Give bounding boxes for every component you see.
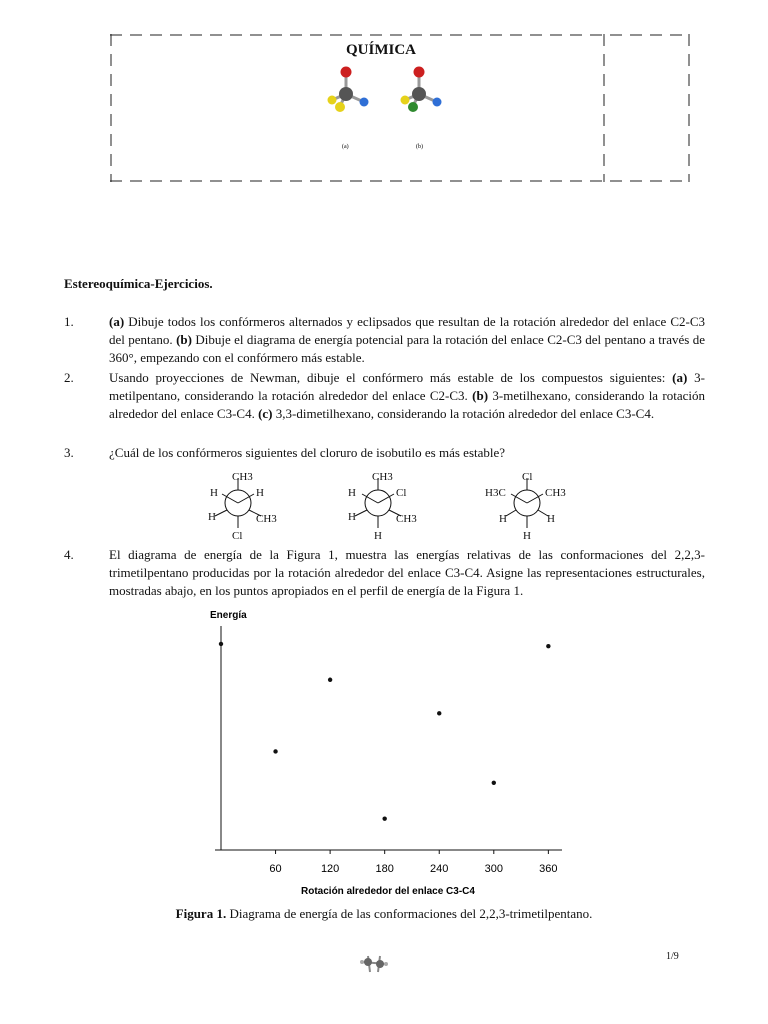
newman-3-upper-left: H3C — [485, 487, 506, 499]
newman-2-upper-left: H — [348, 487, 356, 499]
exercise-2 — [64, 369, 705, 423]
energy-chart-svg — [200, 604, 570, 904]
molecule-b — [401, 67, 442, 151]
caption-text: Diagrama de energía de las conformaciones del 2,2,3-trimetilpentano. — [226, 906, 593, 921]
exercise-text: ¿Cuál de los confórmeros siguientes del cloruro de isobutilo es más estable? — [109, 445, 506, 460]
molecule-label-b: (b) — [416, 144, 423, 150]
newman-3-top: Cl — [522, 471, 533, 483]
newman-1-upper-right: H — [256, 487, 264, 499]
newman-3-bottom: H — [523, 530, 531, 542]
data-point — [492, 781, 496, 785]
newman-1-bottom: Cl — [232, 530, 243, 542]
newman-2-upper-right: Cl — [396, 487, 407, 499]
footer-molecule-icon — [356, 952, 392, 976]
exercise-text: (a) Dibuje todos los confórmeros alternados y eclipsados que resultan de la rotación alrededor del enlace C2-C3 del pentano. (b) Dibuje el diagrama de energía potencial para la rotación del enlace C2-C3 del pentano a través de 360°, empezando con el confórmero más estable. — [109, 314, 705, 365]
page-number: 1/9 — [666, 951, 679, 962]
newman-1-lower-right: CH3 — [256, 513, 277, 525]
x-tick-label: 120 — [320, 863, 340, 875]
exercise-text: Usando proyecciones de Newman, dibuje el confórmero más estable de los compuestos siguientes: (a) 3-metilpentano, considerando la rotación alrededor del enlace C2-C3. (b) 3-metilhexano, considerando la rotación alrededor del enlace C3-C4. (c) 3,3-dimetilhexano, considerando la rotación alrededor del enlace C3-C4. — [109, 370, 706, 421]
header-title: QUÍMICA — [346, 42, 416, 58]
data-point — [546, 644, 550, 648]
x-tick-label: 180 — [375, 863, 394, 875]
newman-2-top: CH3 — [372, 471, 393, 483]
exercise-3 — [64, 444, 705, 462]
molecule-label-a: (a) — [342, 144, 349, 150]
chart-ylabel: Energía — [210, 610, 247, 621]
newman-3-upper-right: CH3 — [545, 487, 566, 499]
caption-label: Figura 1. — [175, 906, 227, 921]
newman-projection-3 — [485, 470, 575, 542]
exercise-number: 3. — [64, 445, 74, 460]
newman-2-lower-left: H — [348, 511, 356, 523]
data-point — [437, 711, 441, 715]
figure-caption — [0, 906, 768, 922]
header-box — [110, 34, 690, 182]
chart-xlabel: Rotación alrededor del enlace C3-C4 — [301, 886, 475, 897]
exercise-number: 1. — [64, 314, 74, 329]
exercise-number: 2. — [64, 370, 74, 385]
section-heading: Estereoquímica-Ejercicios. — [64, 276, 213, 291]
exercise-4 — [64, 546, 705, 600]
newman-projection-1 — [200, 470, 290, 542]
x-tick-label: 240 — [430, 863, 449, 875]
data-point — [382, 816, 386, 820]
exercise-1 — [64, 313, 705, 367]
molecule-models-image — [324, 64, 464, 154]
energy-chart — [200, 604, 570, 904]
exercise-text: El diagrama de energía de la Figura 1, muestra las energías relativas de las conformaciones del 2,2,3-trimetilpentano producidas por la rotación alrededor del enlace C3-C4. Asigne las representaciones estructurales, mostradas abajo, en los puntos apropiados en el perfil de energía de la Figura 1. — [109, 547, 705, 598]
data-point — [273, 749, 277, 753]
newman-2-lower-right: CH3 — [396, 513, 417, 525]
newman-1-top: CH3 — [232, 471, 253, 483]
molecule-a — [328, 67, 369, 151]
newman-3-lower-left: H — [499, 513, 507, 525]
newman-1-lower-left: H — [208, 511, 216, 523]
x-tick-label: 360 — [539, 863, 558, 875]
exercise-number: 4. — [64, 547, 74, 562]
x-tick-label: 300 — [484, 863, 503, 875]
newman-2-bottom: H — [374, 530, 382, 542]
x-tick-label: 60 — [269, 863, 282, 875]
newman-projection-2 — [340, 470, 430, 542]
newman-3-lower-right: H — [547, 513, 555, 525]
newman-1-upper-left: H — [210, 487, 218, 499]
data-point — [219, 642, 223, 646]
data-point — [328, 678, 332, 682]
